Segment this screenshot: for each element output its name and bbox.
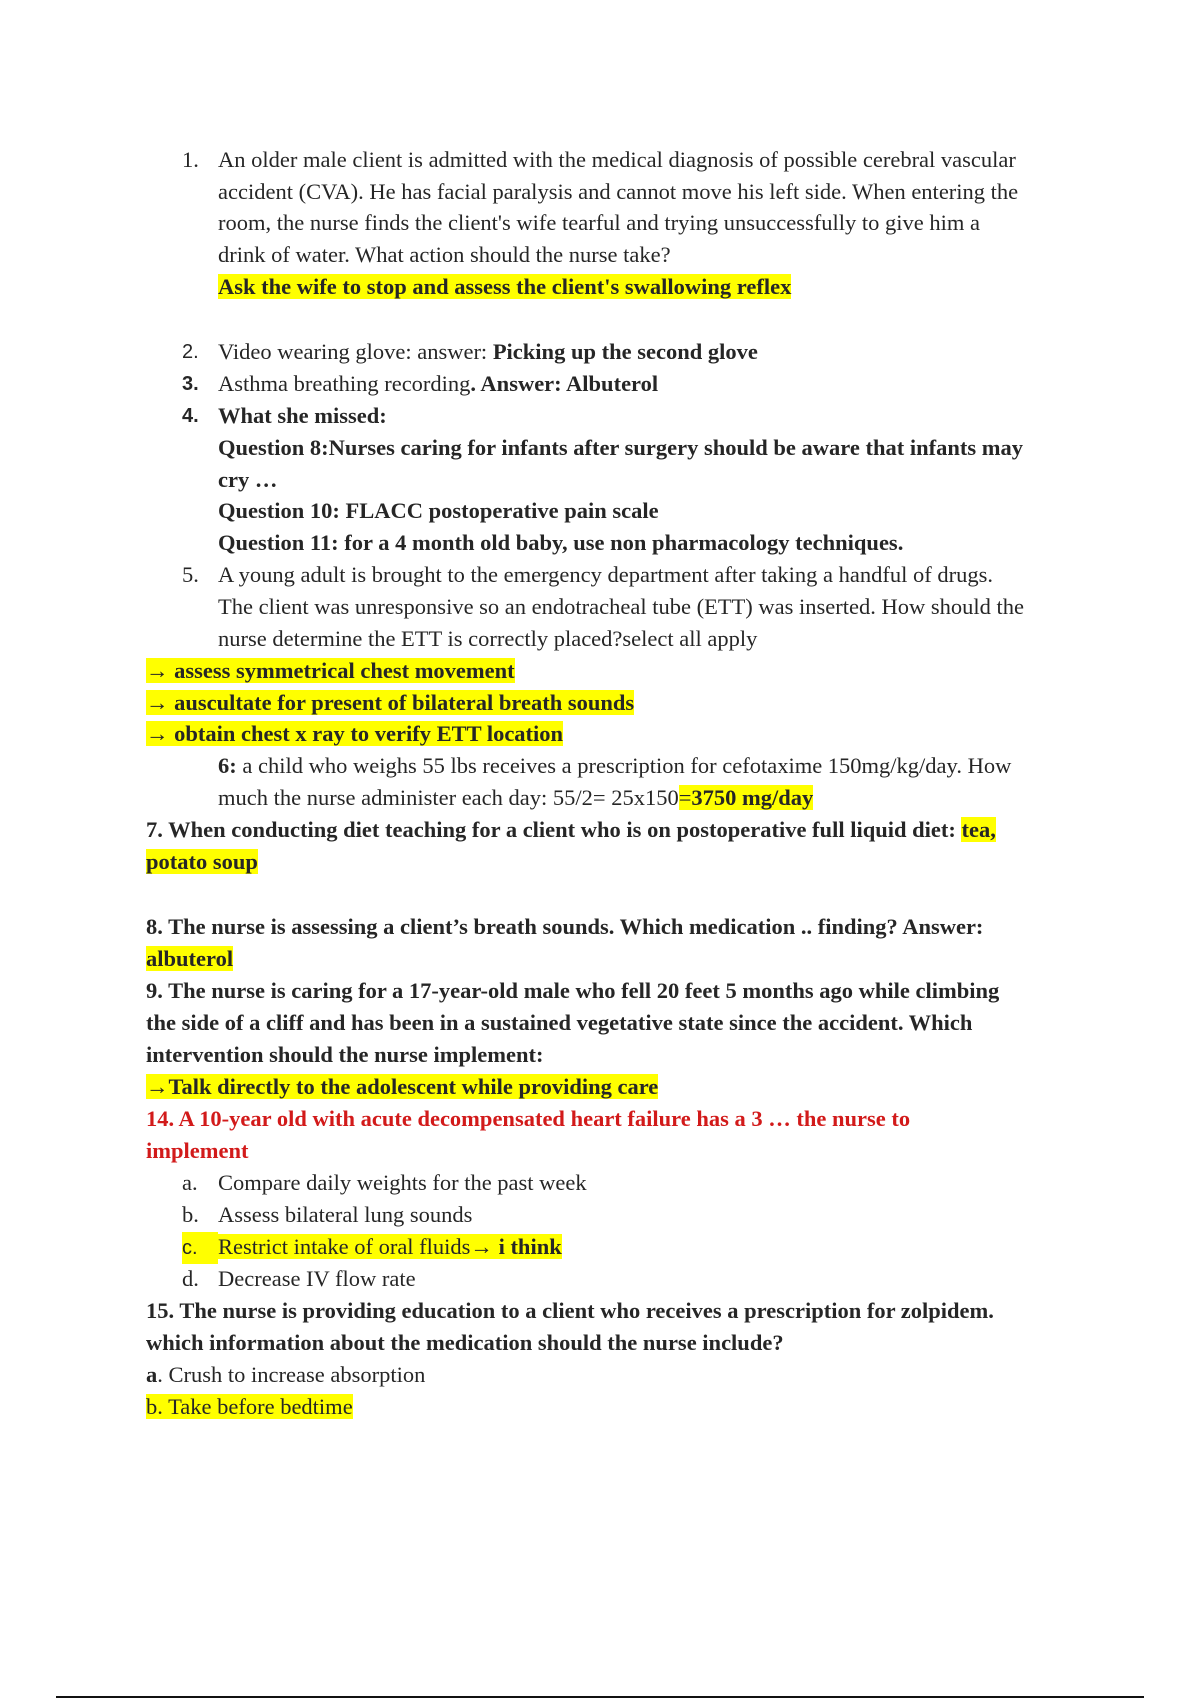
q1-answer: Ask the wife to stop and assess the client's swallowing reflex [218,274,792,299]
q14-option-b-label: b. [182,1202,199,1227]
q14-line-1: 14. A 10-year old with acute decompensated heart failure has a 3 … the nurse to [146,1106,911,1131]
q3-line [218,368,658,400]
q4-title: What she missed: [218,403,387,428]
q14-line-2: implement [146,1138,249,1163]
q14-option-d-label: d. [182,1266,199,1291]
q4-line-1: Question 8:Nurses caring for infants after surgery should be aware that infants may [218,435,1023,460]
q6-line-2 [218,782,813,814]
q15-line-1: 15. The nurse is providing education to a client who receives a prescription for zolpidem. [146,1298,994,1323]
q14-option-c-note: i think [498,1234,562,1259]
q9-line-3: intervention should the nurse implement: [146,1042,544,1067]
q4-line-2: cry … [218,467,278,492]
q5-answer-1: → assess symmetrical chest movement [146,658,515,683]
q4-line-4: Question 11: for a 4 month old baby, use non pharmacology techniques. [218,530,904,555]
bottom-divider [56,1696,1144,1698]
q1-number: 1. [182,147,199,172]
q14-option-d-text: Decrease IV flow rate [218,1266,416,1291]
q1-line-4: drink of water. What action should the nurse take? [218,242,671,267]
q2-line [218,336,758,368]
q4-line-3: Question 10: FLACC postoperative pain scale [218,498,659,523]
q4-number: 4. [182,405,199,427]
q1-line-1: An older male client is admitted with the medical diagnosis of possible cerebral vascular [218,147,1016,172]
q3-text: Asthma breathing recording [218,371,471,396]
q6-text-2: much the nurse administer each day: 55/2= 25x150 [218,785,679,810]
q2-number: 2. [182,341,199,363]
q15-option-b: b. Take before bedtime [146,1394,353,1419]
q15-line-2: which information about the medication should the nurse include? [146,1330,784,1355]
q14-option-b-text: Assess bilateral lung sounds [218,1202,473,1227]
q5-number: 5. [182,562,199,587]
q14-option-a-label: a. [182,1170,198,1195]
q15-option-a [146,1359,425,1391]
q1-line-2: accident (CVA). He has facial paralysis and cannot move his left side. When entering the [218,179,1019,204]
q5-line-2: The client was unresponsive so an endotracheal tube (ETT) was inserted. How should the [218,594,1025,619]
q8-answer: albuterol [146,946,234,971]
q14-option-c [182,1231,562,1264]
q14-option-a-text: Compare daily weights for the past week [218,1170,587,1195]
q5-answer-2: → auscultate for present of bilateral breath sounds [146,690,635,715]
q8-text: 8. The nurse is assessing a client’s breath sounds. Which medication .. finding? Answer: [146,914,984,939]
q7-text: 7. When conducting diet teaching for a client who is on postoperative full liquid diet: [146,817,962,842]
q7-line-1 [146,814,996,846]
q2-text: Video wearing glove: answer: [218,339,493,364]
q5-line-3: nurse determine the ETT is correctly placed?select all apply [218,626,758,651]
q3-answer: . Answer: Albuterol [470,371,659,396]
q6-text-1: a child who weighs 55 lbs receives a prescription for cefotaxime 150mg/kg/day. How [236,753,1012,778]
q7-answer-1: tea, [961,817,996,842]
q1-line-3: room, the nurse finds the client's wife tearful and trying unsuccessfully to give him a [218,210,980,235]
q9-answer: →Talk directly to the adolescent while providing care [146,1074,659,1099]
q15-option-a-label: a [146,1362,158,1387]
q14-option-c-text: Restrict intake of oral fluids→ [218,1234,499,1259]
q6-answer: 3750 mg/day [691,785,814,810]
q6-equals: = [678,785,692,810]
q15-option-a-text: . Crush to increase absorption [157,1362,426,1387]
q5-line-1: A young adult is brought to the emergency department after taking a handful of drugs. [218,562,994,587]
q5-answer-3: → obtain chest x ray to verify ETT location [146,721,564,746]
q6-line-1 [218,750,1011,782]
q3-number: 3. [182,373,199,395]
q9-line-1: 9. The nurse is caring for a 17-year-old male who fell 20 feet 5 months ago while climbing [146,978,1000,1003]
q9-line-2: the side of a cliff and has been in a sustained vegetative state since the accident. Which [146,1010,973,1035]
q2-answer: Picking up the second glove [492,339,758,364]
q7-answer-2: potato soup [146,849,258,874]
q6-number: 6: [218,753,237,778]
q14-option-c-label: c. [182,1232,218,1264]
